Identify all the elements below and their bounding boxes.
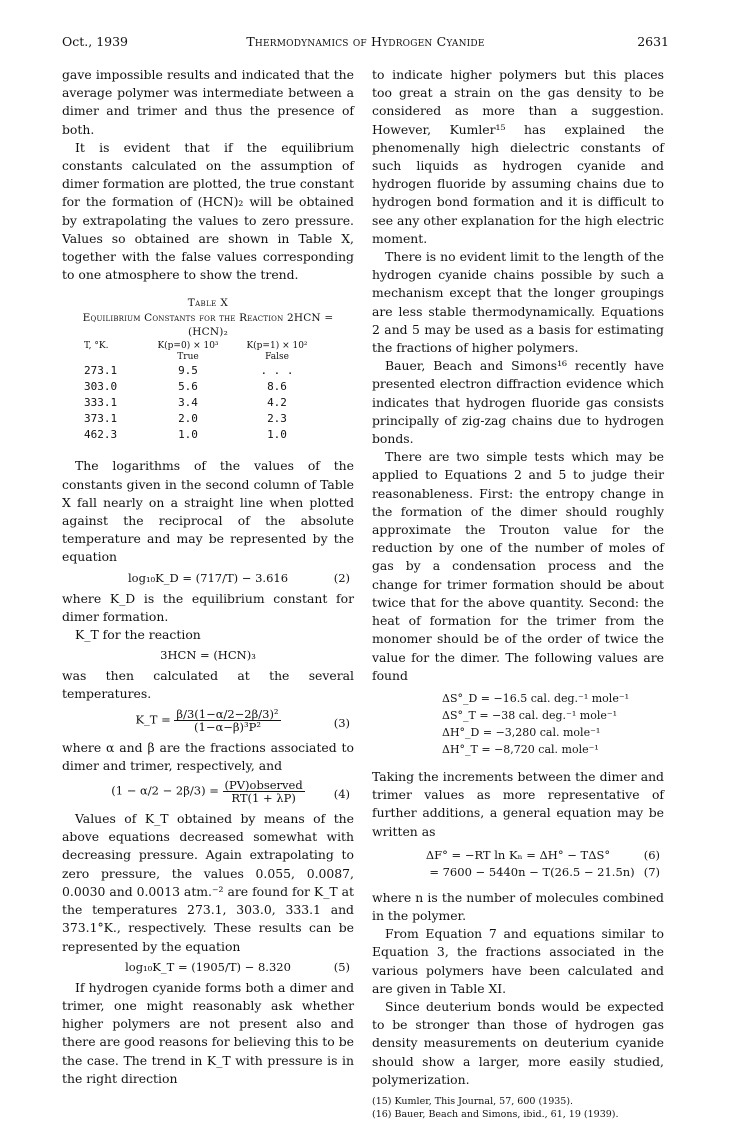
equation-4 [62, 779, 354, 804]
table-cell: 1.0 [267, 428, 287, 442]
paragraph: Values of K_T obtained by means of the above equations decreased somewhat with decreasing pressure. Again extrapolating to zero pressure, the values 0.055, 0.0087, 0.0030 and 0.0013 atm.⁻² are found for K_T at the temperatures 273.1, 303.0, 333.1 and 373.1°K., respectively. These results can be represented by the equation [62, 811, 354, 954]
equation-lhs: (1 − α/2 − 2β/3) = [111, 783, 219, 798]
paragraph: was then calculated at the several temperatures. [62, 668, 354, 702]
equation-2 [62, 570, 354, 587]
paragraph: Bauer, Beach and Simons¹⁶ recently have presented electron diffraction evidence which indicates that hydrogen fluoride gas consists principally of zig-zag chains due to hydrogen bonds. [372, 358, 664, 447]
running-header [62, 34, 669, 50]
paragraph: gave impossible results and indicated that the average polymer was intermediate between a dimer and trimer and thus the presence of both. [62, 67, 354, 137]
paragraph: where α and β are the fractions associated to dimer and trimer, respectively, and [62, 739, 354, 773]
left-column [62, 66, 354, 1088]
thermo-line: ΔS°_T = −38 cal. deg.⁻¹ mole⁻¹ [442, 708, 618, 722]
equation-number: (3) [333, 715, 350, 730]
table-cell: 273.1 [84, 364, 118, 378]
table-row [84, 411, 322, 427]
equation-3 [62, 708, 354, 733]
table-cell: 2.3 [267, 412, 287, 426]
paragraph: Taking the increments between the dimer and trimer values as more representative of further additions, a general equation may be written as [372, 768, 664, 839]
issue-date: Oct., 1939 [62, 34, 129, 49]
paragraph: where n is the number of molecules combined in the polymer. [372, 889, 664, 923]
paragraph: If hydrogen cyanide forms both a dimer and trimer, one might reasonably ask whether higher polymers are not present also and there are good reasons for believing this to be the case. The trend in K_T with pressure is in the right direction [62, 979, 354, 1086]
table-row [84, 379, 322, 395]
thermo-line: ΔH°_D = −3,280 cal. mole⁻¹ [442, 725, 601, 739]
equation-body: = 7600 − 5440n − T(26.5 − 21.5n) [429, 864, 635, 879]
fraction-denominator: RT(1 + λP) [231, 791, 296, 806]
equation-number: (6) [643, 847, 660, 862]
table-cell: 2.0 [178, 412, 198, 426]
paragraph: There are two simple tests which may be applied to Equations 2 and 5 to judge their reasonableness. First: the entropy change in the formation of the dimer should roughly approximate the Trouton value for the reduction by one of the number of moles of gas by a condensation process and the change for trimer formation should be about twice that for the above quantity. Second: the heat of formation for the trimer from the monomer should be of the order of twice the value for the dimer. The following values are found [372, 449, 664, 683]
column-header: T, °K. [84, 341, 109, 352]
paragraph: Since deuterium bonds would be expected to be stronger than those of hydrogen gas density measurements on deuterium cyanide should show a larger, more easily studied, polymerization. [372, 998, 664, 1087]
column-header: K(p=0) × 10³ [157, 341, 219, 352]
footnotes [372, 1095, 664, 1121]
table-cell: . . . [260, 364, 294, 378]
column-subheader: True [177, 352, 199, 363]
equation-number: (5) [333, 959, 350, 974]
table-subheader-row [84, 352, 322, 363]
table-header-row [84, 341, 322, 352]
thermo-line: ΔS°_D = −16.5 cal. deg.⁻¹ mole⁻¹ [442, 691, 630, 705]
table-row [84, 395, 322, 411]
thermo-line: ΔH°_T = −8,720 cal. mole⁻¹ [442, 742, 599, 756]
paragraph: to indicate higher polymers but this places too great a strain on the gas density to be considered as more than a suggestion. However, Kumler¹⁵ has explained the phenomenally high dielectric constants of such liquids as hydrogen cyanide and hydrogen fluoride by assuming chains due to hydrogen bond formation and it is difficult to see any other explanation for the high electric moment. [372, 67, 664, 246]
equation-6 [372, 847, 664, 864]
equation-fraction [223, 779, 305, 804]
thermodynamic-values [442, 690, 664, 758]
table-caption: Table X [187, 297, 229, 310]
data-table [84, 341, 322, 443]
equation-number: (7) [643, 864, 660, 879]
table-cell: 5.6 [178, 380, 198, 394]
fraction-denominator: (1−α−β)³P² [194, 719, 261, 734]
table-title-line2: (HCN)₂ [188, 326, 228, 339]
fraction-numerator: (PV)observed [224, 778, 303, 793]
table-cell: 333.1 [84, 396, 118, 410]
equation-body: 3HCN = (HCN)₃ [160, 648, 256, 663]
paragraph: The logarithms of the values of the constants given in the second column of Table X fall nearly on a straight line when plotted against the reciprocal of the absolute temperature and may be represented by the equation [62, 458, 354, 565]
paragraph: where K_D is the equilibrium constant for dimer formation. [62, 590, 354, 624]
table-row [84, 427, 322, 443]
equation-7 [372, 864, 664, 881]
table-title: Equilibrium Constants for the Reaction 2HCN = [82, 312, 334, 325]
footnote: (15) Kumler, This Journal, 57, 600 (1935). [372, 1095, 574, 1107]
table-cell: 1.0 [178, 428, 198, 442]
equation-fraction [174, 708, 280, 733]
paragraph: K_T for the reaction [75, 627, 201, 643]
column-subheader: False [265, 352, 289, 363]
equation-5 [62, 959, 354, 976]
table-cell: 303.0 [84, 380, 118, 394]
table-cell: 4.2 [267, 396, 287, 410]
table-cell: 373.1 [84, 412, 118, 426]
table-cell: 9.5 [178, 364, 198, 378]
fraction-numerator: β/3(1−α/2−2β/3)² [176, 706, 279, 721]
table-cell: 3.4 [178, 396, 198, 410]
paragraph: It is evident that if the equilibrium constants calculated on the assumption of dimer formation are plotted, the true constant for the formation of (HCN)₂ will be obtained by extrapolating the values to zero pressure. Values so obtained are shown in Table X, together with the false values corresponding to one atmosphere to show the trend. [62, 139, 354, 283]
equation-body: log₁₀K_D = (717/T) − 3.616 [127, 570, 289, 585]
paragraph: From Equation 7 and equations similar to Equation 3, the fractions associated in the various polymers have been calculated and are given in Table XI. [372, 926, 664, 996]
equation-number: (2) [333, 570, 350, 585]
equation-lhs: K_T = [135, 712, 171, 727]
column-subheader [84, 352, 144, 363]
paragraph: There is no evident limit to the length of the hydrogen cyanide chains possible by such a mechanism except that the longer groupings are less stable thermodynamically. Equations 2 and 5 may be used as a basis for estimating the fractions of higher polymers. [372, 249, 664, 356]
equation-body: log₁₀K_T = (1905/T) − 8.320 [125, 959, 291, 974]
column-header: K(p=1) × 10² [246, 341, 308, 352]
running-title: Thermodynamics of Hydrogen Cyanide [246, 34, 485, 49]
table-row [84, 363, 322, 379]
table-cell: 8.6 [267, 380, 287, 394]
reaction-equation [62, 647, 354, 664]
equation-number: (4) [333, 787, 350, 802]
footnote: (16) Bauer, Beach and Simons, ibid., 61, 19 (1939). [372, 1108, 619, 1120]
table-cell: 462.3 [84, 428, 118, 442]
right-column [372, 66, 664, 1121]
equation-body: ΔF° = −RT ln Kₙ = ΔH° − TΔS° [425, 847, 611, 862]
page-number: 2631 [637, 34, 669, 49]
